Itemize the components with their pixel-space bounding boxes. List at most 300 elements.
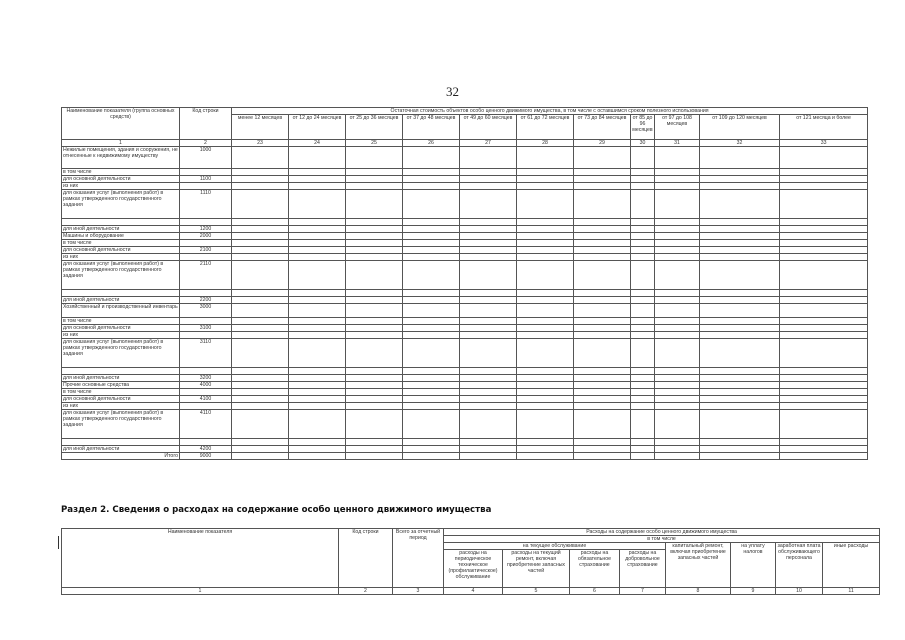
row-code: 4100	[180, 396, 232, 403]
value-cell	[700, 446, 780, 453]
header-period: от 25 до 36 месяцев	[346, 115, 403, 140]
column-number: 23	[232, 140, 289, 147]
row-code	[180, 389, 232, 396]
value-cell	[232, 261, 289, 290]
row-name: в том числе	[62, 169, 180, 176]
row-code	[180, 183, 232, 190]
value-cell	[403, 396, 460, 403]
value-cell	[346, 410, 403, 439]
value-cell	[403, 169, 460, 176]
s2-column-number: 8	[666, 588, 731, 595]
value-cell	[346, 190, 403, 219]
value-cell	[700, 147, 780, 169]
value-cell	[700, 396, 780, 403]
value-cell	[517, 219, 574, 226]
row-code: 1000	[180, 147, 232, 169]
value-cell	[289, 396, 346, 403]
value-cell	[780, 226, 868, 233]
value-cell	[631, 368, 655, 375]
value-cell	[289, 389, 346, 396]
row-name: для оказания услуг (выполнения работ) в рамках утвержденного государственного задания	[62, 339, 180, 368]
value-cell	[289, 403, 346, 410]
value-cell	[780, 183, 868, 190]
value-cell	[574, 396, 631, 403]
value-cell	[780, 332, 868, 339]
value-cell	[232, 219, 289, 226]
column-number: 26	[403, 140, 460, 147]
value-cell	[780, 304, 868, 318]
value-cell	[232, 389, 289, 396]
value-cell	[517, 297, 574, 304]
value-cell	[700, 304, 780, 318]
value-cell	[574, 247, 631, 254]
row-code: 2100	[180, 247, 232, 254]
value-cell	[780, 382, 868, 389]
table-row	[62, 183, 868, 190]
value-cell	[289, 219, 346, 226]
value-cell	[700, 389, 780, 396]
value-cell	[232, 403, 289, 410]
value-cell	[655, 396, 700, 403]
value-cell	[700, 261, 780, 290]
value-cell	[346, 396, 403, 403]
value-cell	[517, 304, 574, 318]
table-row	[62, 190, 868, 219]
value-cell	[517, 368, 574, 375]
value-cell	[631, 375, 655, 382]
value-cell	[655, 439, 700, 446]
s2-header-total: Всего за отчетный период	[393, 529, 444, 588]
s2-header-expenses: Расходы на содержание особо ценного движимого имущества	[444, 529, 880, 536]
value-cell	[700, 403, 780, 410]
value-cell	[780, 453, 868, 460]
value-cell	[403, 297, 460, 304]
row-name: из них	[62, 332, 180, 339]
value-cell	[780, 233, 868, 240]
header-code: Код строки	[180, 108, 232, 140]
value-cell	[517, 233, 574, 240]
row-code	[180, 439, 232, 446]
value-cell	[232, 375, 289, 382]
value-cell	[346, 297, 403, 304]
value-cell	[780, 446, 868, 453]
value-cell	[780, 439, 868, 446]
table-row	[62, 375, 868, 382]
value-cell	[232, 169, 289, 176]
value-cell	[517, 382, 574, 389]
value-cell	[574, 446, 631, 453]
row-name: в том числе	[62, 318, 180, 325]
row-name: из них	[62, 254, 180, 261]
value-cell	[631, 446, 655, 453]
value-cell	[700, 247, 780, 254]
row-name: Прочие основные средства	[62, 382, 180, 389]
s2-column-number: 9	[731, 588, 776, 595]
value-cell	[780, 290, 868, 297]
table-row	[62, 339, 868, 368]
value-cell	[655, 297, 700, 304]
row-code: 2200	[180, 297, 232, 304]
table-row	[62, 446, 868, 453]
value-cell	[655, 247, 700, 254]
row-code	[180, 318, 232, 325]
column-number: 33	[780, 140, 868, 147]
row-code	[180, 240, 232, 247]
value-cell	[289, 190, 346, 219]
value-cell	[574, 254, 631, 261]
value-cell	[780, 410, 868, 439]
header-period: от 97 до 108 месяцев	[655, 115, 700, 140]
value-cell	[289, 183, 346, 190]
value-cell	[700, 190, 780, 219]
value-cell	[655, 339, 700, 368]
s2-header-code: Код строки	[339, 529, 393, 588]
value-cell	[289, 233, 346, 240]
table-row	[62, 368, 868, 375]
value-cell	[403, 254, 460, 261]
value-cell	[460, 176, 517, 183]
value-cell	[655, 176, 700, 183]
value-cell	[655, 183, 700, 190]
value-cell	[655, 240, 700, 247]
s2-column-number: 11	[823, 588, 880, 595]
value-cell	[232, 332, 289, 339]
value-cell	[574, 297, 631, 304]
value-cell	[574, 147, 631, 169]
value-cell	[403, 290, 460, 297]
value-cell	[346, 226, 403, 233]
value-cell	[460, 290, 517, 297]
value-cell	[574, 453, 631, 460]
value-cell	[232, 290, 289, 297]
header-name: Наименование показателя (группа основных средств)	[62, 108, 180, 140]
value-cell	[460, 325, 517, 332]
value-cell	[232, 233, 289, 240]
value-cell	[460, 382, 517, 389]
value-cell	[460, 169, 517, 176]
row-name	[62, 290, 180, 297]
s2-column-number: 3	[393, 588, 444, 595]
header-residual-value: Остаточная стоимость объектов особо ценного движимого имущества, в том числе с оставшимся сроком полезного использования	[232, 108, 868, 115]
value-cell	[346, 147, 403, 169]
value-cell	[700, 375, 780, 382]
value-cell	[289, 375, 346, 382]
value-cell	[655, 226, 700, 233]
value-cell	[289, 226, 346, 233]
row-code	[180, 368, 232, 375]
s2-col-taxes: на уплату налогов	[731, 543, 776, 588]
row-code: 4200	[180, 446, 232, 453]
value-cell	[631, 190, 655, 219]
table-row	[62, 297, 868, 304]
value-cell	[517, 226, 574, 233]
value-cell	[460, 219, 517, 226]
s2-column-number: 5	[503, 588, 570, 595]
value-cell	[346, 240, 403, 247]
value-cell	[460, 254, 517, 261]
value-cell	[232, 247, 289, 254]
value-cell	[403, 403, 460, 410]
value-cell	[346, 403, 403, 410]
row-code: 4110	[180, 410, 232, 439]
column-number: 29	[574, 140, 631, 147]
s2-header-current: на текущее обслуживание	[444, 543, 666, 550]
s2-col-repair: расходы на текущий ремонт, включая приобретение запасных частей	[503, 550, 570, 588]
value-cell	[403, 233, 460, 240]
value-cell	[403, 453, 460, 460]
value-cell	[289, 410, 346, 439]
value-cell	[289, 147, 346, 169]
section-2-title: Раздел 2. Сведения о расходах на содержание особо ценного движимого имущества	[61, 505, 492, 515]
row-code: 1110	[180, 190, 232, 219]
value-cell	[574, 240, 631, 247]
value-cell	[574, 389, 631, 396]
value-cell	[631, 240, 655, 247]
value-cell	[700, 325, 780, 332]
value-cell	[289, 332, 346, 339]
value-cell	[631, 254, 655, 261]
column-number: 25	[346, 140, 403, 147]
value-cell	[346, 389, 403, 396]
value-cell	[517, 290, 574, 297]
value-cell	[780, 219, 868, 226]
value-cell	[232, 396, 289, 403]
row-code: 3100	[180, 325, 232, 332]
column-number: 1	[62, 140, 180, 147]
value-cell	[780, 247, 868, 254]
column-number: 24	[289, 140, 346, 147]
value-cell	[574, 183, 631, 190]
value-cell	[631, 389, 655, 396]
value-cell	[460, 247, 517, 254]
value-cell	[232, 382, 289, 389]
value-cell	[700, 169, 780, 176]
value-cell	[780, 325, 868, 332]
row-code: 2000	[180, 233, 232, 240]
value-cell	[460, 297, 517, 304]
value-cell	[631, 382, 655, 389]
value-cell	[631, 261, 655, 290]
row-name: для оказания услуг (выполнения работ) в рамках утвержденного государственного задания	[62, 190, 180, 219]
row-code	[180, 403, 232, 410]
value-cell	[460, 375, 517, 382]
value-cell	[403, 368, 460, 375]
value-cell	[700, 453, 780, 460]
value-cell	[232, 147, 289, 169]
value-cell	[403, 339, 460, 368]
value-cell	[655, 290, 700, 297]
value-cell	[460, 396, 517, 403]
value-cell	[655, 219, 700, 226]
value-cell	[517, 240, 574, 247]
value-cell	[232, 226, 289, 233]
row-name: для оказания услуг (выполнения работ) в рамках утвержденного государственного задания	[62, 410, 180, 439]
row-code: 9000	[180, 453, 232, 460]
table-row	[62, 410, 868, 439]
value-cell	[403, 332, 460, 339]
value-cell	[700, 410, 780, 439]
value-cell	[403, 318, 460, 325]
value-cell	[631, 176, 655, 183]
value-cell	[403, 147, 460, 169]
table-row	[62, 318, 868, 325]
table-row	[62, 226, 868, 233]
value-cell	[655, 368, 700, 375]
value-cell	[655, 190, 700, 219]
value-cell	[403, 446, 460, 453]
value-cell	[346, 247, 403, 254]
value-cell	[517, 339, 574, 368]
value-cell	[700, 318, 780, 325]
value-cell	[346, 453, 403, 460]
value-cell	[232, 254, 289, 261]
value-cell	[631, 147, 655, 169]
value-cell	[780, 176, 868, 183]
value-cell	[700, 219, 780, 226]
header-period: от 49 до 60 месяцев	[460, 115, 517, 140]
value-cell	[289, 247, 346, 254]
value-cell	[289, 339, 346, 368]
value-cell	[232, 446, 289, 453]
value-cell	[574, 339, 631, 368]
header-period: от 37 до 48 месяцев	[403, 115, 460, 140]
value-cell	[574, 290, 631, 297]
s2-col-capital: капитальный ремонт, включая приобретение запасных частей	[666, 543, 731, 588]
value-cell	[631, 410, 655, 439]
row-code: 1200	[180, 226, 232, 233]
value-cell	[700, 240, 780, 247]
value-cell	[780, 375, 868, 382]
value-cell	[460, 446, 517, 453]
value-cell	[517, 190, 574, 219]
header-period: от 12 до 24 месяцев	[289, 115, 346, 140]
table-row	[62, 147, 868, 169]
value-cell	[780, 190, 868, 219]
row-code	[180, 254, 232, 261]
value-cell	[346, 183, 403, 190]
value-cell	[574, 439, 631, 446]
value-cell	[232, 368, 289, 375]
value-cell	[403, 226, 460, 233]
row-name: для иной деятельности	[62, 297, 180, 304]
value-cell	[403, 183, 460, 190]
table-row	[62, 453, 868, 460]
table-row	[62, 169, 868, 176]
row-code: 1100	[180, 176, 232, 183]
value-cell	[232, 318, 289, 325]
value-cell	[700, 339, 780, 368]
row-name: для основной деятельности	[62, 325, 180, 332]
row-code: 3110	[180, 339, 232, 368]
row-code: 3000	[180, 304, 232, 318]
row-code	[180, 332, 232, 339]
value-cell	[232, 339, 289, 368]
value-cell	[655, 325, 700, 332]
row-code	[180, 219, 232, 226]
value-cell	[460, 304, 517, 318]
header-period: от 109 до 120 месяцев	[700, 115, 780, 140]
value-cell	[517, 325, 574, 332]
value-cell	[346, 446, 403, 453]
value-cell	[289, 446, 346, 453]
value-cell	[403, 247, 460, 254]
s2-column-number: 4	[444, 588, 503, 595]
value-cell	[517, 176, 574, 183]
value-cell	[460, 339, 517, 368]
value-cell	[289, 325, 346, 332]
value-cell	[403, 382, 460, 389]
row-code: 3200	[180, 375, 232, 382]
value-cell	[574, 368, 631, 375]
s2-header-incl: в том числе	[444, 536, 880, 543]
value-cell	[346, 368, 403, 375]
value-cell	[655, 147, 700, 169]
value-cell	[517, 169, 574, 176]
value-cell	[574, 403, 631, 410]
value-cell	[631, 453, 655, 460]
table-row	[62, 304, 868, 318]
value-cell	[700, 439, 780, 446]
value-cell	[631, 403, 655, 410]
row-code	[180, 169, 232, 176]
value-cell	[655, 233, 700, 240]
value-cell	[232, 183, 289, 190]
header-period: от 61 до 72 месяцев	[517, 115, 574, 140]
row-name: в том числе	[62, 389, 180, 396]
value-cell	[574, 219, 631, 226]
table-row	[62, 176, 868, 183]
value-cell	[574, 375, 631, 382]
table-row	[62, 439, 868, 446]
page-number: 32	[446, 84, 459, 99]
header-period: от 85 до 96 месяцев	[631, 115, 655, 140]
value-cell	[346, 439, 403, 446]
row-name: Итого	[62, 453, 180, 460]
value-cell	[232, 453, 289, 460]
value-cell	[232, 304, 289, 318]
value-cell	[460, 410, 517, 439]
value-cell	[700, 332, 780, 339]
value-cell	[517, 332, 574, 339]
value-cell	[289, 453, 346, 460]
expenses-table	[61, 528, 880, 595]
table-row	[62, 382, 868, 389]
value-cell	[574, 169, 631, 176]
value-cell	[289, 297, 346, 304]
value-cell	[631, 396, 655, 403]
value-cell	[517, 147, 574, 169]
value-cell	[700, 382, 780, 389]
header-period: от 73 до 84 месяцев	[574, 115, 631, 140]
row-name: для основной деятельности	[62, 396, 180, 403]
value-cell	[780, 403, 868, 410]
table-row	[62, 403, 868, 410]
value-cell	[403, 439, 460, 446]
value-cell	[700, 290, 780, 297]
value-cell	[700, 297, 780, 304]
value-cell	[631, 297, 655, 304]
value-cell	[517, 375, 574, 382]
value-cell	[232, 439, 289, 446]
table-row	[62, 247, 868, 254]
value-cell	[517, 396, 574, 403]
value-cell	[460, 439, 517, 446]
value-cell	[289, 176, 346, 183]
value-cell	[631, 169, 655, 176]
column-number: 30	[631, 140, 655, 147]
value-cell	[574, 226, 631, 233]
value-cell	[460, 190, 517, 219]
